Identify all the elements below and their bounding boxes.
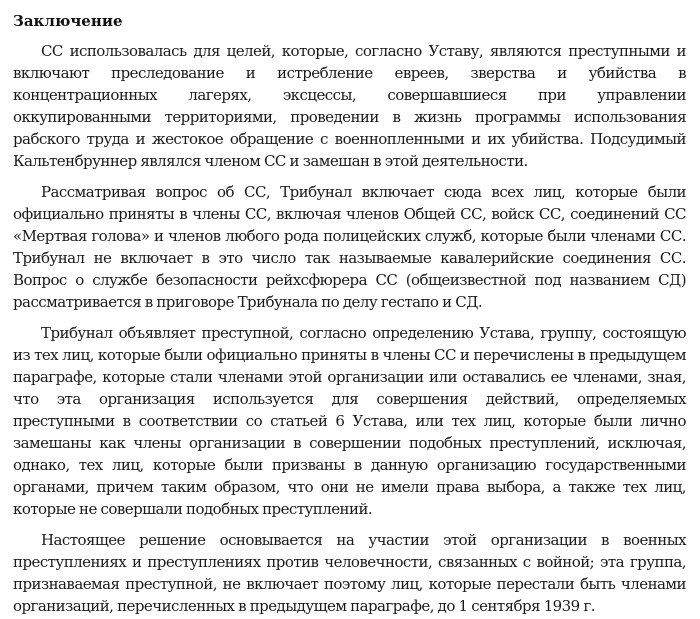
paragraph-4: Настоящее решение основывается на участии этой организации в военных преступлениях и преступлениях против человечности, связанных с войной; эта группа, признаваемая преступной, не включает поэтому лиц, которые перестали быть членами организаций, перечисленных в предыдущем параграфе, до 1 сентября 1939 г. bbox=[13, 531, 686, 615]
section-heading: Заключение bbox=[13, 12, 123, 30]
paragraph-3: Трибунал объявляет преступной, согласно определению Устава, группу, состоящую из тех лиц, которые были официально приняты в члены СС и перечислены в предыдущем параграфе, которые стали членами этой организации или оставались ее членами, зная, что эта организация используется для совершения действий, определяемых преступными в соответствии со статьей 6 Устава, или тех лиц, которые были лично замешаны как члены организации в совершении подобных преступлений, исключая, однако, тех лиц, которые были призваны в данную организацию государственными органами, причем таким образом, что они не имели права выбора, а также тех лиц, которые не совершали подобных преступлений. bbox=[13, 324, 686, 518]
paragraph-1: СС использовалась для целей, которые, согласно Уставу, являются преступными и включают преследование и истребление евреев, зверства и убийства в концентрационных лагерях, эксцессы, совершавшиеся при управлении оккупированными территориями, проведении в жизнь программы использования рабского труда и жестокое обращение с военнопленными и их убийства. Подсудимый Кальтенбруннер являлся членом СС и замешан в этой деятельности. bbox=[13, 42, 686, 170]
paragraph-2: Рассматривая вопрос об СС, Трибунал включает сюда всех лиц, которые были официально приняты в члены СС, включая членов Общей СС, войск СС, соединений СС «Мертвая голова» и членов любого рода полицейских служб, которые были членами СС. Трибунал не включает в это число так называемые кавалерийские соединения СС. Вопрос о службе безопасности рейхсфюрера СС (общеизвестной под названием СД) рассматривается в приговоре Трибунала по делу гестапо и СД. bbox=[13, 183, 686, 311]
